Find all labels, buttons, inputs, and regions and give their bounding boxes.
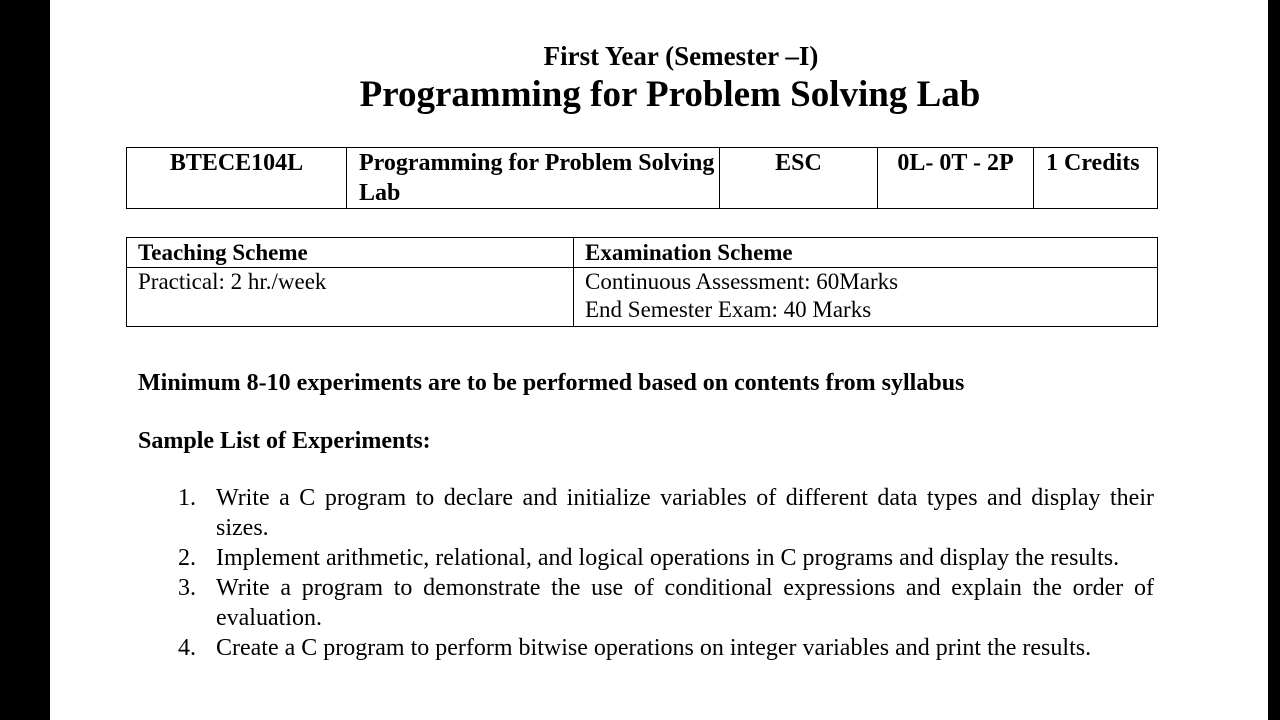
scheme-table — [126, 237, 1158, 327]
teaching-scheme-value: Practical: 2 hr./week — [127, 268, 574, 327]
list-item — [178, 633, 1154, 663]
list-heading: Sample List of Experiments: — [138, 428, 431, 454]
instruction-text: Minimum 8-10 experiments are to be performed based on contents from syllabus — [138, 370, 965, 396]
list-item-number: 4. — [178, 635, 196, 661]
list-item-text: Write a C program to declare and initialize variables of different data types and display their sizes. — [216, 485, 1154, 541]
list-item-text: Create a C program to perform bitwise operations on integer variables and print the results. — [216, 635, 1092, 661]
document-page — [50, 0, 1268, 720]
examination-scheme-header: Examination Scheme — [574, 238, 1158, 268]
course-credits-cell: 1 Credits — [1034, 148, 1158, 209]
course-info-table — [126, 147, 1158, 209]
experiment-list — [178, 483, 1154, 663]
semester-heading: First Year (Semester –I) — [543, 41, 819, 71]
scheme-value-row — [127, 268, 1158, 327]
list-item-number: 3. — [178, 575, 196, 601]
course-category-cell: ESC — [720, 148, 878, 209]
list-item — [178, 573, 1154, 633]
list-item-number: 2. — [178, 545, 196, 571]
list-item-number: 1. — [178, 485, 196, 511]
examination-scheme-value — [574, 268, 1158, 327]
course-code-cell: BTECE104L — [127, 148, 347, 209]
list-item-text: Implement arithmetic, relational, and logical operations in C programs and display the results. — [216, 545, 1120, 571]
continuous-assessment-line: Continuous Assessment: 60Marks — [585, 269, 899, 294]
course-name-cell: Programming for Problem Solving Lab — [347, 148, 720, 209]
scheme-header-row — [127, 238, 1158, 268]
list-item-text: Write a program to demonstrate the use of conditional expressions and explain the order of evaluation. — [216, 575, 1154, 631]
end-semester-exam-line: End Semester Exam: 40 Marks — [585, 297, 872, 322]
teaching-scheme-header: Teaching Scheme — [127, 238, 574, 268]
course-title: Programming for Problem Solving Lab — [359, 74, 981, 115]
list-item — [178, 543, 1154, 573]
course-ltp-cell: 0L- 0T - 2P — [878, 148, 1034, 209]
list-item — [178, 483, 1154, 543]
course-info-row — [127, 148, 1158, 209]
